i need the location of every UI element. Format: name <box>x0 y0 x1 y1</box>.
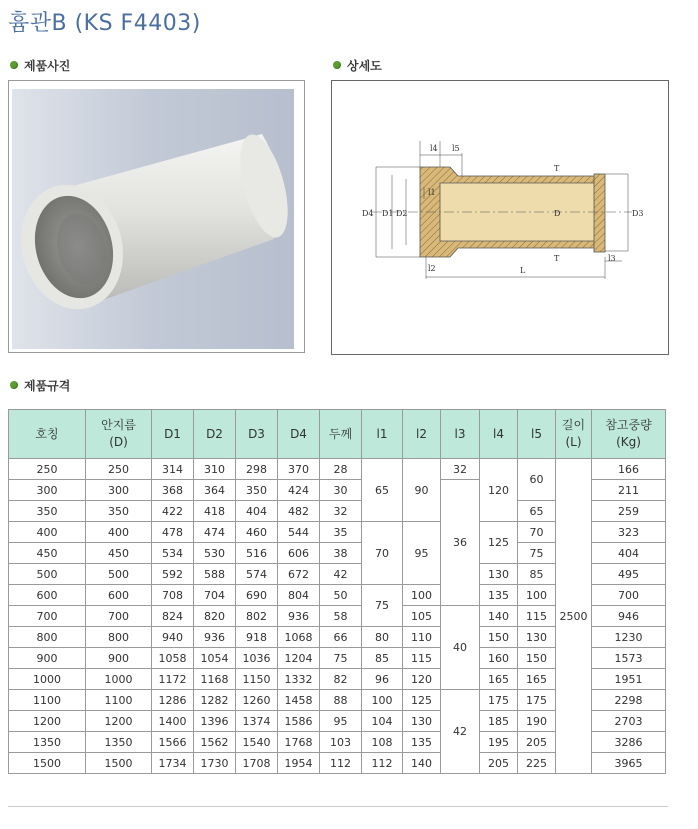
cell-l4: 175 <box>480 690 518 711</box>
label-D: D <box>554 209 561 218</box>
cell-l1: 100 <box>362 690 403 711</box>
cell-d2: 418 <box>194 501 236 522</box>
cell-l5: 225 <box>518 753 556 774</box>
header-d3: D3 <box>236 410 278 459</box>
cell-d1: 314 <box>152 459 194 480</box>
cell-d4: 544 <box>278 522 320 543</box>
cell-d3: 1036 <box>236 648 278 669</box>
cell-weight: 166 <box>592 459 666 480</box>
cell-d1: 1734 <box>152 753 194 774</box>
cell-d3: 516 <box>236 543 278 564</box>
cell-inner-diameter: 1100 <box>86 690 152 711</box>
cell-l5: 70 <box>518 522 556 543</box>
cell-d1: 592 <box>152 564 194 585</box>
label-L: L <box>520 266 526 275</box>
cell-inner-diameter: 600 <box>86 585 152 606</box>
header-l5: l5 <box>518 410 556 459</box>
cell-weight: 3965 <box>592 753 666 774</box>
cell-l2: 90 <box>403 459 441 522</box>
cell-l1: 85 <box>362 648 403 669</box>
label-T-bottom: T <box>554 254 560 263</box>
header-l3: l3 <box>441 410 480 459</box>
cell-l2: 130 <box>403 711 441 732</box>
cell-nominal: 450 <box>9 543 86 564</box>
cell-l1: 112 <box>362 753 403 774</box>
cell-d2: 310 <box>194 459 236 480</box>
label-T-top: T <box>554 164 560 173</box>
cell-nominal: 600 <box>9 585 86 606</box>
cell-d3: 1260 <box>236 690 278 711</box>
cell-d4: 370 <box>278 459 320 480</box>
cell-l4: 135 <box>480 585 518 606</box>
header-inner-diameter: 안지름 (D) <box>86 410 152 459</box>
cell-l1: 96 <box>362 669 403 690</box>
label-D3: D3 <box>632 209 644 218</box>
label-D2: D2 <box>396 209 408 218</box>
header-l2: l2 <box>403 410 441 459</box>
page-title: 흄관B (KS F4403) <box>8 11 201 36</box>
cell-d1: 824 <box>152 606 194 627</box>
cell-thickness: 103 <box>320 732 362 753</box>
cell-nominal: 1100 <box>9 690 86 711</box>
cell-weight: 211 <box>592 480 666 501</box>
header-d1: D1 <box>152 410 194 459</box>
cell-d1: 1286 <box>152 690 194 711</box>
cell-thickness: 28 <box>320 459 362 480</box>
bullet-icon <box>10 61 18 69</box>
cell-l1: 70 <box>362 522 403 585</box>
cell-l5: 65 <box>518 501 556 522</box>
cell-inner-diameter: 400 <box>86 522 152 543</box>
cell-l4: 140 <box>480 606 518 627</box>
cell-l1: 75 <box>362 585 403 627</box>
cell-l4: 205 <box>480 753 518 774</box>
cell-d2: 1168 <box>194 669 236 690</box>
cell-nominal: 1200 <box>9 711 86 732</box>
cell-l2: 115 <box>403 648 441 669</box>
cell-l2: 125 <box>403 690 441 711</box>
cell-d2: 1282 <box>194 690 236 711</box>
cell-d1: 940 <box>152 627 194 648</box>
cell-d3: 802 <box>236 606 278 627</box>
cell-d3: 1540 <box>236 732 278 753</box>
cell-nominal: 1350 <box>9 732 86 753</box>
cell-inner-diameter: 1350 <box>86 732 152 753</box>
cell-l2: 140 <box>403 753 441 774</box>
cell-l4: 165 <box>480 669 518 690</box>
cell-weight: 700 <box>592 585 666 606</box>
label-l5: l5 <box>452 144 460 153</box>
cell-inner-diameter: 700 <box>86 606 152 627</box>
section-label-spec <box>10 377 70 394</box>
cell-nominal: 1500 <box>9 753 86 774</box>
cell-d3: 1374 <box>236 711 278 732</box>
cell-weight: 2298 <box>592 690 666 711</box>
cell-weight: 323 <box>592 522 666 543</box>
cell-l4: 185 <box>480 711 518 732</box>
cell-l5: 130 <box>518 627 556 648</box>
cell-thickness: 42 <box>320 564 362 585</box>
header-l4: l4 <box>480 410 518 459</box>
cell-inner-diameter: 300 <box>86 480 152 501</box>
label-D1: D1 <box>382 209 394 218</box>
label-l4: l4 <box>430 144 438 153</box>
cell-l3: 32 <box>441 459 480 480</box>
label-l1: l1 <box>428 188 436 197</box>
cell-l3: 40 <box>441 606 480 690</box>
cell-nominal: 300 <box>9 480 86 501</box>
cell-inner-diameter: 1000 <box>86 669 152 690</box>
cell-l4: 120 <box>480 459 518 522</box>
cell-l5: 85 <box>518 564 556 585</box>
product-photo <box>12 89 294 349</box>
cell-d1: 534 <box>152 543 194 564</box>
header-l1: l1 <box>362 410 403 459</box>
cell-weight: 495 <box>592 564 666 585</box>
cell-d1: 1058 <box>152 648 194 669</box>
cell-d2: 704 <box>194 585 236 606</box>
label-l3: l3 <box>608 254 616 263</box>
cell-d1: 708 <box>152 585 194 606</box>
cell-nominal: 800 <box>9 627 86 648</box>
product-photo-frame <box>8 80 305 353</box>
cell-nominal: 350 <box>9 501 86 522</box>
cell-l4: 130 <box>480 564 518 585</box>
pipe-cross-section-diagram <box>332 81 668 354</box>
cell-d4: 672 <box>278 564 320 585</box>
cell-thickness: 75 <box>320 648 362 669</box>
cell-weight: 3286 <box>592 732 666 753</box>
cell-d4: 606 <box>278 543 320 564</box>
cell-l3: 36 <box>441 480 480 606</box>
cell-weight: 404 <box>592 543 666 564</box>
cell-d4: 1954 <box>278 753 320 774</box>
table-row <box>9 459 666 480</box>
cell-d3: 404 <box>236 501 278 522</box>
section-drawing-text: 상세도 <box>347 59 382 73</box>
section-label-photo <box>10 57 70 74</box>
cell-l5: 100 <box>518 585 556 606</box>
cell-thickness: 82 <box>320 669 362 690</box>
cell-inner-diameter: 1500 <box>86 753 152 774</box>
cell-l5: 150 <box>518 648 556 669</box>
cell-l2: 95 <box>403 522 441 585</box>
cell-inner-diameter: 1200 <box>86 711 152 732</box>
cell-inner-diameter: 250 <box>86 459 152 480</box>
cell-weight: 2703 <box>592 711 666 732</box>
cell-d2: 474 <box>194 522 236 543</box>
cell-d4: 936 <box>278 606 320 627</box>
cell-nominal: 500 <box>9 564 86 585</box>
cell-d3: 298 <box>236 459 278 480</box>
cell-d1: 368 <box>152 480 194 501</box>
table-header-row <box>9 410 666 459</box>
cell-d4: 1332 <box>278 669 320 690</box>
cell-l1: 65 <box>362 459 403 522</box>
cell-l1: 80 <box>362 627 403 648</box>
cell-l4: 150 <box>480 627 518 648</box>
cell-l5: 205 <box>518 732 556 753</box>
cell-l2: 100 <box>403 585 441 606</box>
section-photo-text: 제품사진 <box>24 59 71 73</box>
cell-length: 2500 <box>556 459 592 774</box>
cell-l2: 105 <box>403 606 441 627</box>
label-D4: D4 <box>362 209 374 218</box>
cell-d2: 588 <box>194 564 236 585</box>
cell-d2: 936 <box>194 627 236 648</box>
cell-d4: 482 <box>278 501 320 522</box>
cell-nominal: 250 <box>9 459 86 480</box>
cell-l2: 110 <box>403 627 441 648</box>
header-nominal: 호칭 <box>9 410 86 459</box>
header-d4: D4 <box>278 410 320 459</box>
cell-l4: 160 <box>480 648 518 669</box>
cell-inner-diameter: 800 <box>86 627 152 648</box>
cell-d2: 1054 <box>194 648 236 669</box>
cell-thickness: 30 <box>320 480 362 501</box>
cell-d4: 1458 <box>278 690 320 711</box>
bottom-divider <box>8 806 668 807</box>
concrete-pipe-image <box>12 89 294 349</box>
cell-thickness: 50 <box>320 585 362 606</box>
cell-d2: 364 <box>194 480 236 501</box>
cell-l3: 42 <box>441 690 480 774</box>
bullet-icon <box>333 61 341 69</box>
cell-d1: 1566 <box>152 732 194 753</box>
header-d2: D2 <box>194 410 236 459</box>
cell-weight: 1951 <box>592 669 666 690</box>
cell-d3: 350 <box>236 480 278 501</box>
cell-d4: 1068 <box>278 627 320 648</box>
cell-l5: 175 <box>518 690 556 711</box>
cell-thickness: 32 <box>320 501 362 522</box>
cell-thickness: 112 <box>320 753 362 774</box>
cell-nominal: 900 <box>9 648 86 669</box>
cell-thickness: 38 <box>320 543 362 564</box>
cell-d3: 690 <box>236 585 278 606</box>
cell-d3: 460 <box>236 522 278 543</box>
cell-l1: 108 <box>362 732 403 753</box>
cell-d3: 1150 <box>236 669 278 690</box>
cell-d4: 1204 <box>278 648 320 669</box>
cell-nominal: 700 <box>9 606 86 627</box>
cell-inner-diameter: 500 <box>86 564 152 585</box>
cell-l5: 60 <box>518 459 556 501</box>
cell-weight: 946 <box>592 606 666 627</box>
cell-thickness: 95 <box>320 711 362 732</box>
cell-d1: 422 <box>152 501 194 522</box>
cell-l5: 165 <box>518 669 556 690</box>
header-thickness: 두께 <box>320 410 362 459</box>
cell-thickness: 35 <box>320 522 362 543</box>
cell-d4: 1768 <box>278 732 320 753</box>
cell-d2: 1730 <box>194 753 236 774</box>
cell-d1: 1172 <box>152 669 194 690</box>
cell-d2: 530 <box>194 543 236 564</box>
cell-l1: 104 <box>362 711 403 732</box>
cell-d4: 804 <box>278 585 320 606</box>
cell-nominal: 1000 <box>9 669 86 690</box>
cell-d1: 478 <box>152 522 194 543</box>
cell-l4: 195 <box>480 732 518 753</box>
section-spec-text: 제품규격 <box>24 379 71 393</box>
cell-inner-diameter: 450 <box>86 543 152 564</box>
cell-l2: 120 <box>403 669 441 690</box>
cell-l2: 135 <box>403 732 441 753</box>
bullet-icon <box>10 381 18 389</box>
cell-d3: 918 <box>236 627 278 648</box>
cell-thickness: 58 <box>320 606 362 627</box>
cell-weight: 1573 <box>592 648 666 669</box>
spec-table <box>8 409 666 774</box>
cell-d2: 1396 <box>194 711 236 732</box>
cell-d3: 1708 <box>236 753 278 774</box>
label-l2: l2 <box>428 264 436 273</box>
cell-weight: 1230 <box>592 627 666 648</box>
cell-d4: 424 <box>278 480 320 501</box>
cell-inner-diameter: 900 <box>86 648 152 669</box>
cell-d4: 1586 <box>278 711 320 732</box>
cell-inner-diameter: 350 <box>86 501 152 522</box>
cell-weight: 259 <box>592 501 666 522</box>
header-length: 길이 (L) <box>556 410 592 459</box>
cell-l5: 190 <box>518 711 556 732</box>
header-weight: 참고중량 (Kg) <box>592 410 666 459</box>
cell-d2: 1562 <box>194 732 236 753</box>
cell-d2: 820 <box>194 606 236 627</box>
cell-nominal: 400 <box>9 522 86 543</box>
cell-thickness: 88 <box>320 690 362 711</box>
cell-l4: 125 <box>480 522 518 564</box>
cell-l5: 75 <box>518 543 556 564</box>
cell-thickness: 66 <box>320 627 362 648</box>
cell-d1: 1400 <box>152 711 194 732</box>
cell-d3: 574 <box>236 564 278 585</box>
detail-drawing-frame <box>331 80 669 355</box>
section-label-drawing <box>333 57 382 74</box>
cell-l5: 115 <box>518 606 556 627</box>
